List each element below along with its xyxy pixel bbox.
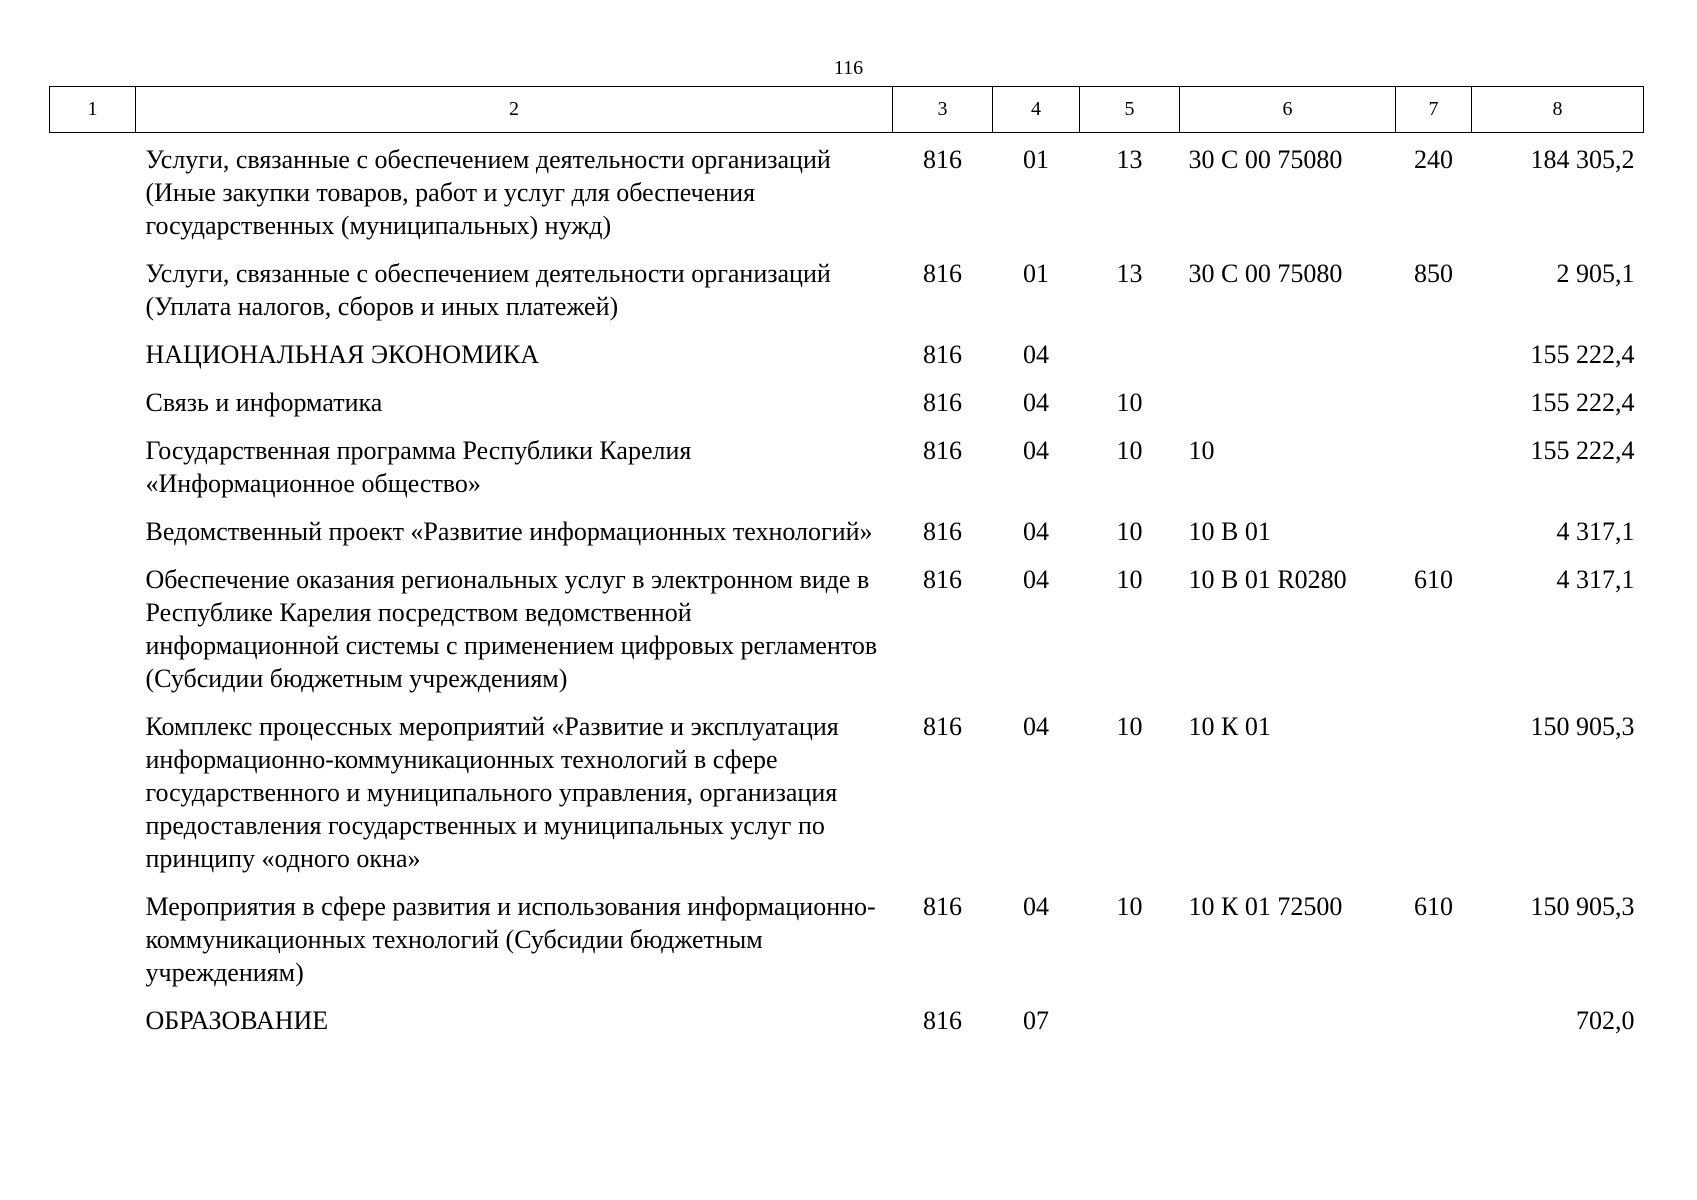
cell-target-article: 10 В 01 R0280 [1188,565,1347,594]
cell-subsection [1080,328,1180,376]
cell-index [50,880,136,994]
header-col-1: 1 [50,87,136,133]
header-col-4: 4 [993,87,1080,133]
cell-index [50,505,136,553]
header-row [50,87,1644,133]
table-row [50,133,1644,248]
table-row [50,424,1644,505]
cell-section: 04 [1023,565,1049,594]
cell-expense-type [1396,376,1472,424]
cell-expense-type: 850 [1414,259,1453,288]
cell-expense-type [1396,994,1472,1042]
header-col-3: 3 [893,87,993,133]
cell-index [50,700,136,880]
table-body [50,133,1644,1043]
cell-name: Мероприятия в сфере развития и использования информационно-коммуникационных технологий (Субсидии бюджетным учреждениям) [145,892,876,987]
table-row [50,553,1644,700]
cell-grbs: 816 [923,892,962,921]
cell-subsection: 10 [1116,388,1143,417]
cell-grbs: 816 [923,388,962,417]
header-col-7: 7 [1396,87,1472,133]
cell-section: 04 [1023,712,1049,741]
table-row [50,700,1644,880]
cell-amount: 155 222,4 [1530,436,1635,465]
cell-expense-type: 610 [1414,892,1453,921]
cell-amount: 155 222,4 [1530,340,1635,369]
cell-amount: 155 222,4 [1530,388,1635,417]
cell-section: 01 [1023,145,1049,174]
cell-target-article: 10 К 01 72500 [1188,892,1343,921]
cell-name: Комплекс процессных мероприятий «Развитие и эксплуатация информационно-коммуникационных технологий в сфере государственного и муниципального управления, организация предоставления государственных и муниципальных услуг по принципу «одного окна» [145,712,839,873]
cell-name: Государственная программа Республики Карелия «Информационное общество» [145,436,692,498]
cell-target-article: 10 В 01 [1188,517,1271,546]
cell-name: Услуги, связанные с обеспечением деятельности организаций (Уплата налогов, сборов и иных платежей) [145,259,831,321]
cell-amount: 150 905,3 [1530,892,1635,921]
cell-expense-type [1396,700,1472,880]
cell-subsection: 10 [1116,892,1143,921]
header-col-6: 6 [1180,87,1396,133]
cell-section: 01 [1023,259,1049,288]
cell-target-article [1180,994,1396,1042]
cell-target-article: 30 С 00 75080 [1188,259,1343,288]
cell-section: 04 [1023,892,1049,921]
cell-index [50,994,136,1042]
cell-name: ОБРАЗОВАНИЕ [145,1006,329,1035]
cell-grbs: 816 [923,436,962,465]
cell-expense-type [1396,424,1472,505]
cell-expense-type [1396,505,1472,553]
cell-section: 04 [1023,436,1049,465]
table-header [50,87,1644,133]
cell-amount: 150 905,3 [1530,712,1635,741]
cell-expense-type: 610 [1414,565,1453,594]
cell-target-article: 30 С 00 75080 [1188,145,1343,174]
header-col-8: 8 [1472,87,1644,133]
table-row [50,994,1644,1042]
cell-target-article [1180,328,1396,376]
cell-amount: 4 317,1 [1556,565,1635,594]
cell-grbs: 816 [923,145,962,174]
cell-grbs: 816 [923,712,962,741]
cell-index [50,133,136,248]
cell-target-article: 10 К 01 [1188,712,1271,741]
cell-grbs: 816 [923,565,962,594]
cell-subsection: 10 [1116,565,1143,594]
cell-name: Ведомственный проект «Развитие информационных технологий» [145,517,873,546]
cell-grbs: 816 [923,340,962,369]
table-row [50,376,1644,424]
cell-name: Связь и информатика [145,388,383,417]
cell-index [50,328,136,376]
cell-section: 07 [1023,1006,1049,1035]
table-row [50,880,1644,994]
cell-subsection: 10 [1116,436,1143,465]
cell-subsection: 10 [1116,712,1143,741]
table-row [50,328,1644,376]
cell-grbs: 816 [923,517,962,546]
cell-amount: 2 905,1 [1556,259,1635,288]
cell-subsection: 13 [1116,145,1143,174]
cell-section: 04 [1023,388,1049,417]
cell-section: 04 [1023,340,1049,369]
cell-expense-type: 240 [1414,145,1453,174]
cell-amount: 4 317,1 [1556,517,1635,546]
cell-index [50,553,136,700]
cell-name: Услуги, связанные с обеспечением деятельности организаций (Иные закупки товаров, работ и услуг для обеспечения государственных (муниципальных) нужд) [145,145,831,240]
cell-name: НАЦИОНАЛЬНАЯ ЭКОНОМИКА [145,340,540,369]
cell-target-article [1180,376,1396,424]
page-number: 116 [833,57,864,79]
cell-amount: 184 305,2 [1530,145,1635,174]
cell-grbs: 816 [923,259,962,288]
header-col-5: 5 [1080,87,1180,133]
cell-name: Обеспечение оказания региональных услуг в электронном виде в Республике Карелия посредством ведомственной информационной системы с применением цифровых регламентов (Субсидии бюджетным учреждениям) [145,565,878,693]
cell-subsection: 10 [1116,517,1143,546]
cell-index [50,424,136,505]
cell-index [50,247,136,328]
table-row [50,505,1644,553]
header-col-2: 2 [136,87,893,133]
cell-amount: 702,0 [1576,1006,1635,1035]
cell-grbs: 816 [923,1006,962,1035]
cell-subsection [1080,994,1180,1042]
table-row [50,247,1644,328]
budget-table [49,86,1644,1042]
cell-index [50,376,136,424]
cell-target-article: 10 [1188,436,1215,465]
cell-expense-type [1396,328,1472,376]
cell-subsection: 13 [1116,259,1143,288]
cell-section: 04 [1023,517,1049,546]
